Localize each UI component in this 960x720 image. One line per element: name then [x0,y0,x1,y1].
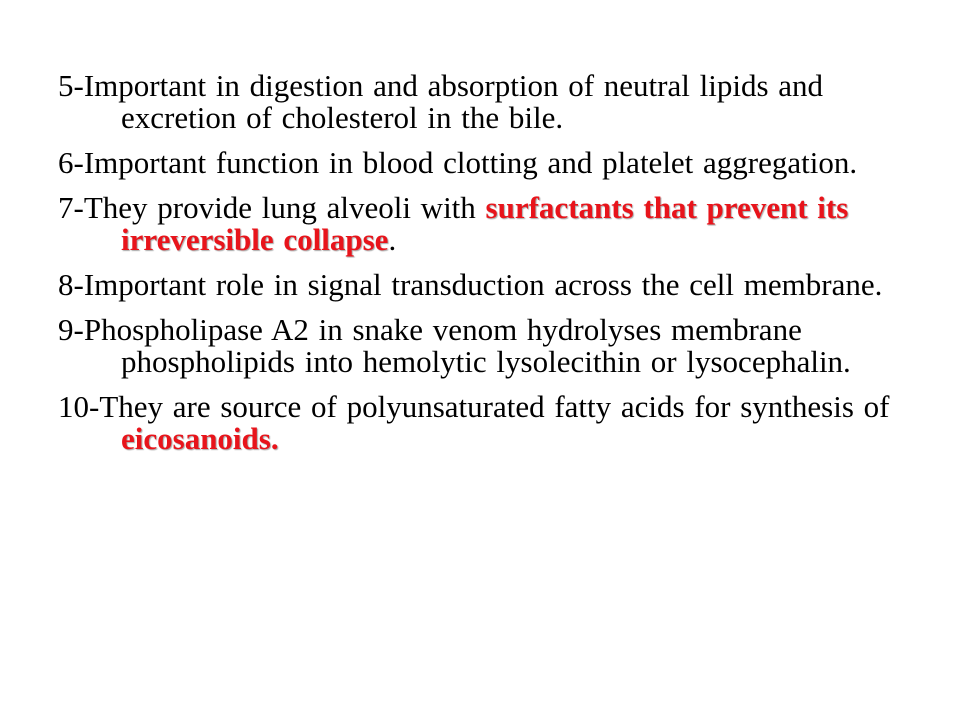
bullet-list [58,70,918,468]
item-8-text: 8-Important role in signal transduction across the cell membrane. [58,267,883,302]
list-item-10 [58,391,918,455]
list-item-9 [58,314,918,378]
item-9-text: 9-Phospholipase A2 in snake venom hydrolyses membrane phospholipids into hemolytic lysolecithin or lysocephalin. [58,312,851,379]
item-10-text: 10-They are source of polyunsaturated fatty acids for synthesis of [58,389,890,424]
item-10-highlight: eicosanoids. [121,421,279,456]
item-7-highlight: surfactants that prevent its irreversible collapse [121,190,849,257]
item-7-suffix: . [388,222,397,257]
list-item-7 [58,192,918,256]
list-item-5 [58,70,918,134]
item-5-text: 5-Important in digestion and absorption of neutral lipids and excretion of cholesterol in the bile. [58,68,824,135]
list-item-6 [58,147,918,179]
item-7-text: 7-They provide lung alveoli with [58,190,486,225]
item-6-text: 6-Important function in blood clotting and platelet aggregation. [58,145,858,180]
list-item-8 [58,269,918,301]
